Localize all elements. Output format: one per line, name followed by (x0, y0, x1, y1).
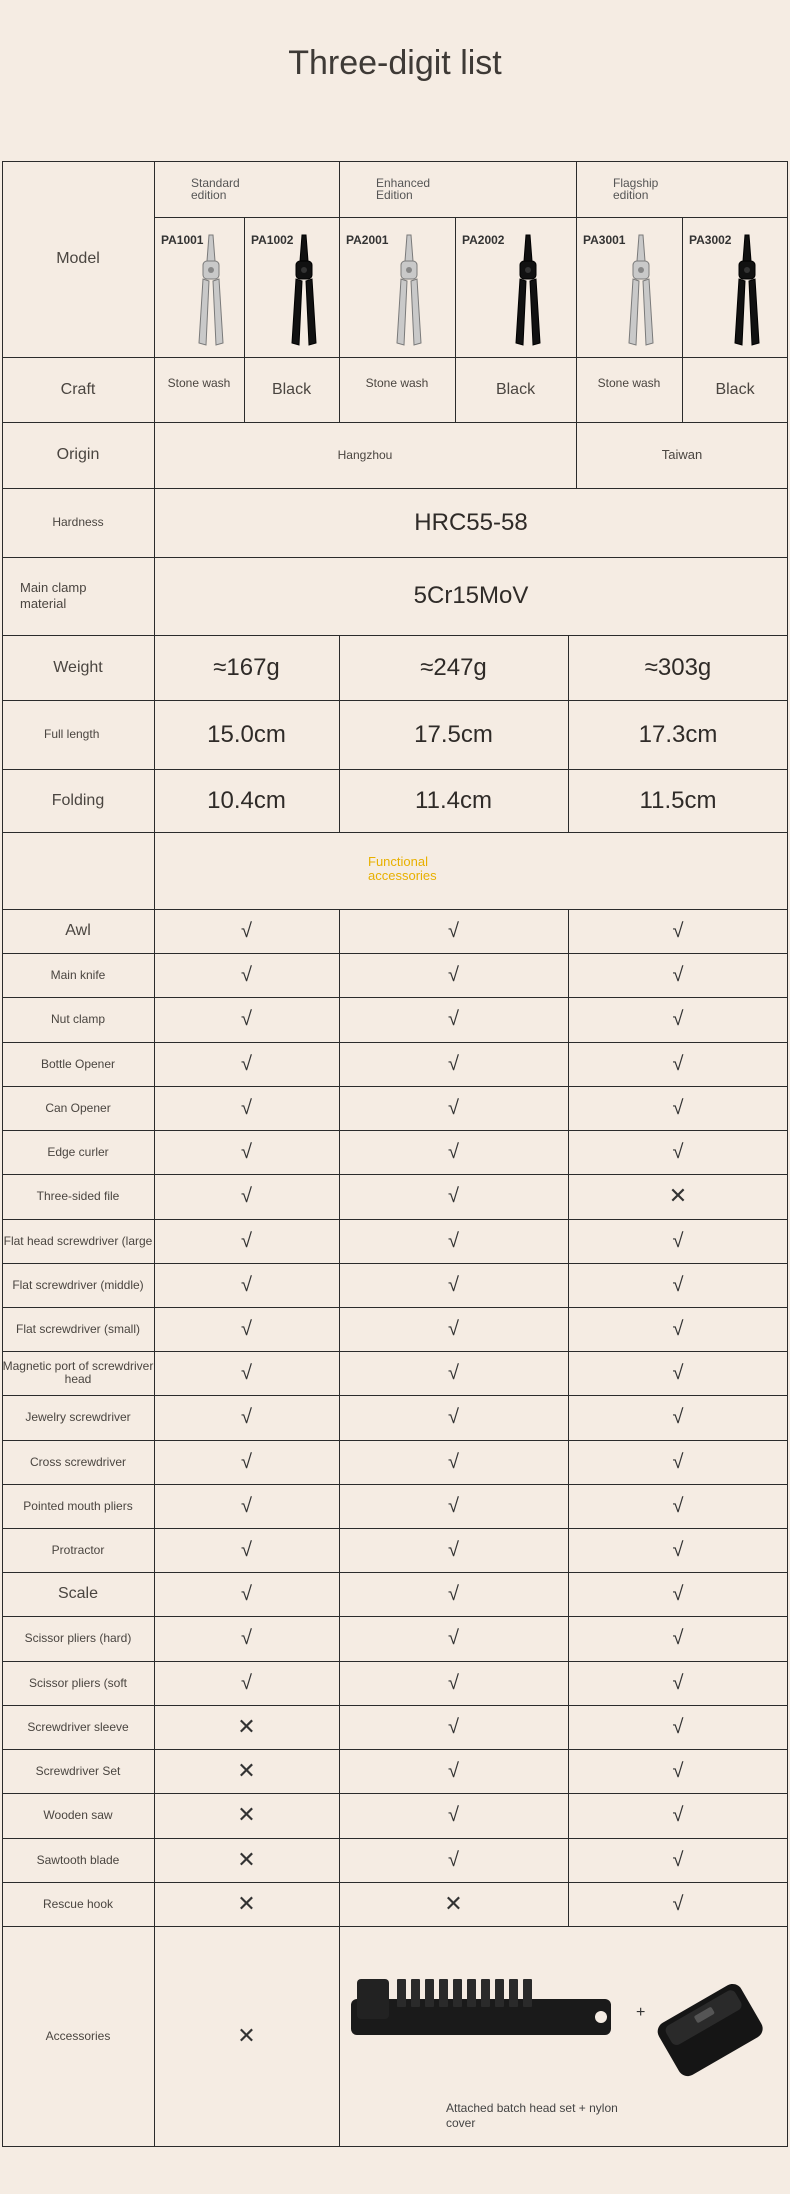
accessories-caption: Attached batch head set + nylon cover (446, 2101, 618, 2130)
row-border (2, 832, 788, 833)
check-mark: √ (448, 1317, 459, 1340)
accessories-standard-cross: ✕ (237, 2023, 256, 2049)
feature-label: Bottle Opener (40, 1056, 116, 1071)
full-length-value: 17.5cm (414, 720, 493, 748)
check-mark: √ (448, 1361, 459, 1384)
check-mark: √ (241, 919, 252, 942)
feature-label: Flat head screwdriver (large (3, 1233, 153, 1248)
check-mark: √ (448, 1759, 459, 1782)
craft-value: Stone wash (365, 376, 429, 390)
check-mark: √ (448, 1185, 459, 1207)
feature-label: Protractor (51, 1542, 105, 1557)
product-image (508, 231, 548, 356)
cross-mark: ✕ (237, 1758, 256, 1784)
check-mark: √ (672, 1538, 684, 1561)
check-mark: √ (241, 1450, 252, 1473)
check-mark: √ (448, 963, 459, 986)
check-mark: √ (448, 1406, 459, 1428)
feature-label: Pointed mouth pliers (23, 1498, 133, 1513)
edition-row-border (154, 217, 788, 218)
check-mark: √ (241, 1008, 252, 1030)
feature-label: Main knife (50, 967, 106, 982)
check-mark: √ (241, 1538, 252, 1561)
check-mark: √ (672, 1494, 684, 1517)
row-label-origin: Origin (56, 446, 100, 463)
check-mark: √ (448, 1848, 459, 1871)
check-mark: √ (448, 1715, 459, 1738)
model-code: PA2001 (346, 233, 389, 247)
check-mark: √ (672, 1406, 684, 1428)
feature-label: Awl (65, 922, 91, 939)
check-mark: √ (448, 1582, 459, 1605)
check-mark: √ (448, 1096, 459, 1119)
craft-value: Stone wash (167, 376, 231, 390)
craft-value: Black (715, 380, 755, 398)
feature-label: Jewelry screwdriver (25, 1410, 131, 1424)
folding-value: 11.4cm (415, 786, 492, 814)
full-length-value: 17.3cm (638, 720, 718, 748)
row-label-full-length: Full length (44, 727, 100, 741)
feature-label: Screwdriver sleeve (27, 1719, 129, 1734)
product-image (621, 231, 661, 356)
check-mark: √ (672, 1848, 684, 1871)
feature-label: Flat screwdriver (middle) (12, 1277, 144, 1292)
folding-value: 11.5cm (639, 786, 717, 814)
functional-accessories-title: Functional accessories (368, 854, 437, 883)
feature-label: Scissor pliers (hard) (24, 1631, 132, 1645)
multitool-pliers-icon (191, 231, 231, 351)
check-mark: √ (672, 1450, 684, 1473)
row-label-folding: Folding (51, 791, 105, 809)
model-code: PA1002 (251, 233, 294, 247)
check-mark: √ (241, 1671, 252, 1694)
check-mark: √ (448, 1052, 459, 1075)
edition-flagship: Flagship edition (613, 176, 659, 202)
feature-label: Cross screwdriver (29, 1454, 126, 1469)
page-title: Three-digit list (288, 44, 502, 82)
check-mark: √ (241, 1494, 252, 1517)
feature-label: Magnetic port of screwdriver head (2, 1359, 154, 1386)
check-mark: √ (672, 1759, 684, 1782)
row-label-model: Model (56, 250, 100, 267)
multitool-pliers-icon (284, 231, 324, 351)
feature-label: Nut clamp (50, 1012, 106, 1026)
check-mark: √ (448, 1450, 459, 1473)
clamp-material-value: 5Cr15MoV (413, 582, 529, 609)
check-mark: √ (241, 1229, 252, 1252)
model-code: PA3002 (689, 233, 732, 247)
plus-sign: + (636, 2004, 646, 2021)
check-mark: √ (241, 1317, 252, 1340)
check-mark: √ (672, 1140, 684, 1163)
cross-mark: ✕ (237, 1803, 256, 1828)
cross-mark: ✕ (237, 1891, 256, 1917)
weight-value: ≈303g (644, 653, 712, 681)
check-mark: √ (241, 1096, 252, 1119)
full-length-value: 15.0cm (207, 720, 286, 748)
check-mark: √ (241, 1361, 252, 1384)
craft-value: Black (271, 380, 312, 398)
feature-label: Scale (57, 1585, 99, 1602)
feature-label: Can Opener (45, 1100, 111, 1115)
model-code: PA1001 (161, 233, 204, 247)
check-mark: √ (672, 1096, 684, 1119)
check-mark: √ (448, 919, 459, 942)
feature-label: Scissor pliers (soft (28, 1675, 128, 1690)
cross-mark: ✕ (444, 1891, 463, 1917)
hardness-value: HRC55-58 (414, 508, 528, 536)
nylon-cover-image (644, 1976, 774, 2096)
origin-taiwan: Taiwan (661, 447, 703, 462)
check-mark: √ (672, 1627, 684, 1649)
check-mark: √ (241, 1406, 252, 1428)
check-mark: √ (672, 1008, 684, 1030)
row-label-craft: Craft (60, 380, 96, 398)
check-mark: √ (448, 1229, 459, 1252)
edition-standard: Standard edition (191, 176, 240, 202)
check-mark: √ (672, 1715, 684, 1738)
row-label-hardness: Hardness (52, 515, 104, 529)
product-image (389, 231, 429, 356)
model-code: PA2002 (462, 233, 505, 247)
feature-label: Three-sided file (36, 1189, 120, 1203)
nylon-pouch-icon (644, 1976, 774, 2091)
check-mark: √ (448, 1804, 459, 1826)
check-mark: √ (448, 1538, 459, 1561)
weight-value: ≈167g (213, 653, 280, 681)
feature-label: Wooden saw (43, 1808, 113, 1822)
check-mark: √ (672, 1317, 684, 1340)
check-mark: √ (672, 1361, 684, 1384)
check-mark: √ (672, 1273, 684, 1296)
craft-value: Stone wash (597, 376, 661, 390)
check-mark: √ (672, 919, 684, 942)
feature-label: Screwdriver Set (35, 1763, 121, 1778)
check-mark: √ (672, 1892, 684, 1915)
origin-hangzhou: Hangzhou (337, 447, 393, 462)
feature-label: Edge curler (47, 1144, 109, 1159)
weight-value: ≈247g (420, 653, 487, 681)
check-mark: √ (241, 1140, 252, 1163)
check-mark: √ (448, 1140, 459, 1163)
feature-label: Flat screwdriver (small) (15, 1321, 140, 1336)
cross-mark: ✕ (237, 1714, 256, 1740)
check-mark: √ (241, 1273, 252, 1296)
multitool-pliers-icon (508, 231, 548, 351)
check-mark: √ (241, 1627, 252, 1649)
check-mark: √ (672, 1804, 684, 1826)
cross-mark: ✕ (668, 1184, 688, 1209)
bit-holder-icon (347, 1971, 617, 2051)
multitool-pliers-icon (389, 231, 429, 351)
product-image (727, 231, 767, 356)
row-label-weight: Weight (53, 658, 103, 676)
feature-label: Rescue hook (42, 1896, 114, 1911)
row-label-accessories: Accessories (45, 2028, 111, 2043)
check-mark: √ (448, 1627, 459, 1649)
product-image (191, 231, 231, 356)
check-mark: √ (241, 1582, 252, 1605)
check-mark: √ (448, 1671, 459, 1694)
multitool-pliers-icon (727, 231, 767, 351)
cross-mark: ✕ (237, 1847, 256, 1873)
spec-table (2, 161, 788, 2147)
check-mark: √ (672, 1229, 684, 1252)
check-mark: √ (672, 1582, 684, 1605)
product-image (284, 231, 324, 356)
table-bottom-border (2, 2146, 788, 2147)
folding-value: 10.4cm (207, 786, 286, 814)
craft-value: Black (495, 380, 536, 398)
check-mark: √ (448, 1494, 459, 1517)
feature-label: Sawtooth blade (36, 1852, 120, 1867)
check-mark: √ (241, 1052, 252, 1075)
check-mark: √ (241, 1185, 252, 1207)
edition-enhanced: Enhanced Edition (376, 176, 431, 202)
check-mark: √ (448, 1273, 459, 1296)
row-label-clamp-material: Main clamp material (20, 580, 87, 611)
model-code: PA3001 (583, 233, 626, 247)
check-mark: √ (672, 1671, 684, 1694)
check-mark: √ (672, 963, 684, 986)
check-mark: √ (672, 1052, 684, 1075)
check-mark: √ (448, 1008, 459, 1030)
check-mark: √ (241, 963, 252, 986)
multitool-pliers-icon (621, 231, 661, 351)
bit-set-image (347, 1971, 617, 2056)
